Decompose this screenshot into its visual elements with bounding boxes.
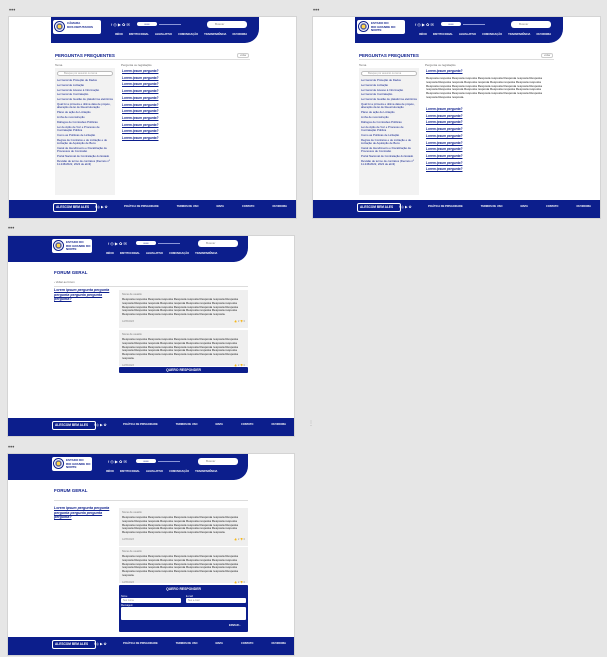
nav-ouvidoria[interactable]: OUVIDORIA — [232, 33, 248, 36]
subject-panel — [359, 68, 419, 195]
subject-item[interactable]: Plano de ação de Licitação — [361, 110, 395, 115]
nav-transparencia[interactable]: TRANSPARÊNCIA — [204, 33, 227, 36]
reply-form — [119, 585, 248, 632]
vote-buttons[interactable]: 👍 2 👎 0 — [234, 580, 245, 584]
question-list — [122, 68, 158, 142]
page-title: FORUM GERAL — [54, 270, 88, 275]
subject-item[interactable]: Qual foi a primeira e última data de projeto, alteração da lei de Reestruturação — [57, 101, 111, 110]
social-icons[interactable]: f ◎ ▶ ✿ ✉ — [415, 22, 434, 27]
main-nav — [419, 33, 557, 36]
footer-link[interactable]: POLÍTICA DE PRIVACIDADE — [123, 642, 158, 645]
subject-item[interactable]: Lei Geral de Contratação — [57, 92, 89, 97]
logo[interactable]: ESTADO DO RIO GRANDE DO NORTE — [52, 457, 92, 471]
nav-inicio[interactable]: INÍCIO — [115, 33, 123, 36]
question-link[interactable]: Lorem ipsum pergunta? — [122, 95, 159, 100]
frame-dots: ••• — [313, 8, 320, 14]
nav-transparencia[interactable]: TRANSPARÊNCIA — [195, 252, 218, 255]
footer-links — [124, 205, 297, 208]
footer-links — [123, 423, 295, 426]
divider — [158, 243, 180, 244]
footer-link[interactable]: POLÍTICA DE PRIVACIDADE — [428, 205, 463, 208]
question-link[interactable]: Lorem ipsum pergunta? — [122, 136, 159, 141]
question-list — [426, 68, 462, 75]
subject-item[interactable]: Como as Políticas de Licitação — [57, 132, 96, 137]
question-link[interactable]: Lorem ipsum pergunta? — [122, 75, 159, 80]
site-footer — [313, 200, 600, 218]
answer-card — [119, 508, 248, 546]
nav-comunicacao[interactable]: COMUNICAÇÃO — [169, 470, 190, 473]
vote-buttons[interactable]: 👍 2 👎 0 — [234, 319, 245, 323]
answer-text: Resposta resposta Resposta resposta Resposta resposta Resposta resposta Resposta resposta Resposta resposta Resposta resposta Resposta resposta Resposta resposta Resposta resposta Resposta resposta Resposta resposta Resposta resposta Resposta resposta Resposta resposta Resposta resposta Resposta resposta Resposta resposta Resposta resposta Resposta resposta Resposta resposta Resposta resposta. — [122, 515, 239, 535]
nav-inicio[interactable]: INÍCIO — [106, 252, 114, 255]
subject-search-input[interactable]: Busque por assunto ou tema — [361, 71, 417, 76]
search-input[interactable]: Buscar — [198, 458, 238, 465]
page-title: PERGUNTAS FREQUENTES — [359, 53, 419, 58]
vote-buttons[interactable]: 👍 2 👎 0 — [234, 363, 245, 367]
answer-date: 12/05/2023 — [122, 319, 134, 323]
forum-thread-board — [7, 235, 295, 437]
subject-item[interactable]: Lei de Ação de Voz e Processo de Contratação Pública — [57, 124, 100, 132]
site-footer — [9, 200, 296, 218]
nav-ouvidoria[interactable]: OUVIDORIA — [536, 33, 552, 36]
footer-brand[interactable]: ALESCOM BEM ALES — [52, 640, 96, 649]
divider — [55, 59, 250, 60]
footer-link[interactable]: OUVIDORIA — [576, 205, 592, 208]
footer-link[interactable]: MAPA — [520, 205, 528, 208]
footer-link[interactable]: OUVIDORIA — [271, 642, 287, 645]
subject-item[interactable]: Portal Nacional de Contratação do Estado — [361, 153, 414, 158]
footer-link[interactable]: MAPA — [215, 423, 223, 426]
answer-author: Nome de usuário — [122, 293, 142, 296]
question-link[interactable]: Lorem ipsum pergunta? — [122, 82, 159, 87]
search-input[interactable]: Buscar — [207, 21, 247, 28]
answer-text: Resposta resposta Resposta resposta Resposta resposta Resposta resposta Resposta resposta Resposta resposta Resposta resposta Resposta resposta Resposta resposta Resposta resposta Resposta resposta Resposta resposta Resposta resposta Resposta resposta Resposta resposta Resposta resposta Resposta resposta Resposta resposta Resposta resposta Resposta resposta Resposta resposta Resposta resposta. — [122, 297, 239, 317]
answer-date: 12/05/2023 — [122, 363, 134, 367]
page-title: PERGUNTAS FREQUENTES — [55, 53, 115, 58]
answer-card — [119, 330, 248, 366]
seal-icon — [53, 458, 64, 469]
accessibility-pill[interactable]: ••••• — [137, 22, 157, 26]
question-link[interactable]: Lorem ipsum pergunta? — [426, 153, 463, 158]
question-list — [426, 106, 462, 173]
site-header — [8, 454, 248, 480]
social-icons[interactable]: f ◎ ▶ ✿ ✉ — [111, 22, 130, 27]
logo[interactable]: CÂMARA DOS DEPUTADOS — [53, 20, 101, 34]
nav-inicio[interactable]: INÍCIO — [106, 470, 114, 473]
nav-legislativo[interactable]: LEGISLATIVO — [145, 252, 164, 255]
questions-header: Pergunta ou legislação — [121, 63, 152, 67]
subject-item[interactable]: Regras de Contratos e de Licitação e de Licitação de Aquisição de Bens — [361, 137, 412, 145]
page-title: FORUM GERAL — [54, 488, 88, 493]
subject-search-input[interactable]: Busque por assunto ou tema — [57, 71, 113, 76]
answer-card — [119, 290, 248, 328]
question-link[interactable]: Lorem ipsum pergunta? — [426, 107, 463, 111]
site-header — [51, 17, 259, 43]
vote-buttons[interactable]: 👍 2 👎 0 — [234, 537, 245, 541]
back-chip[interactable]: voltar — [541, 53, 553, 58]
question-link[interactable]: Lorem ipsum pergunta? — [426, 140, 463, 145]
accessibility-pill[interactable]: ••••• — [136, 459, 156, 463]
questions-header: Pergunta ou legislação — [425, 63, 456, 67]
logo[interactable]: ESTADO DO RIO GRANDE DO NORTE — [52, 239, 92, 253]
thread-question: Lorem ipsum pergunta pergunta pergunta pergunta pergunta pergunta? — [54, 506, 110, 519]
footer-link[interactable]: CONTATO — [241, 205, 255, 208]
subject-item[interactable]: Linha de reconstrução — [361, 114, 389, 119]
accessibility-pill[interactable]: ••••• — [136, 241, 156, 245]
footer-link[interactable]: POLÍTICA DE PRIVACIDADE — [124, 205, 159, 208]
question-link[interactable]: Lorem ipsum pergunta? — [426, 167, 463, 172]
question-link[interactable]: Lorem ipsum pergunta? — [122, 122, 159, 127]
subject-item[interactable]: Lei de Ação de Voz e Processo de Contratação Pública — [361, 124, 404, 132]
main-nav — [106, 252, 223, 255]
thread-question: Lorem ipsum pergunta pergunta pergunta pergunta pergunta pergunta? — [54, 288, 110, 301]
search-input[interactable]: Buscar — [198, 240, 238, 247]
footer-link[interactable]: TERMOS DE USO — [480, 205, 503, 208]
footer-social-icons[interactable]: f ◎ ▶ ✿ — [94, 423, 107, 427]
subject-item[interactable]: Canal de Atendimento e Fiscalização de Processos de Comissão — [361, 145, 411, 154]
footer-link[interactable]: CONTATO — [240, 423, 254, 426]
message-label: Mensagem — [121, 604, 133, 607]
footer-link[interactable]: MAPA — [216, 205, 224, 208]
subject-list — [359, 79, 419, 167]
divider — [159, 24, 181, 25]
footer-link[interactable]: OUVIDORIA — [272, 205, 288, 208]
footer-link[interactable]: OUVIDORIA — [271, 423, 287, 426]
main-nav — [106, 470, 223, 473]
subject-item[interactable]: Lei Geral de Gestão de plataforma eletrônica — [361, 97, 417, 102]
footer-link[interactable]: TERMOS DE USO — [176, 205, 199, 208]
subject-item[interactable]: Diálogos de Comissões Públicas — [57, 119, 98, 124]
seal-icon — [53, 240, 64, 251]
site-footer — [8, 637, 294, 655]
forum-reply-board — [7, 453, 295, 656]
resize-handle[interactable]: ⋮ — [308, 421, 314, 427]
subject-item[interactable]: Lei Geral de Acesso à Informação — [361, 87, 404, 92]
answer-text: Resposta resposta Resposta resposta Resposta resposta Resposta resposta Resposta resposta Resposta resposta Resposta resposta Resposta resposta Resposta resposta Resposta resposta Resposta resposta Resposta resposta Resposta resposta Resposta resposta Resposta resposta Resposta resposta Resposta resposta Resposta resposta Resposta resposta Resposta resposta Resposta resposta Resposta resposta Resposta resposta. — [122, 554, 239, 577]
question-link[interactable]: Lorem ipsum pergunta? — [426, 113, 463, 118]
divider — [359, 59, 554, 60]
footer-brand[interactable]: ALESCOM BEM ALES — [357, 203, 401, 212]
question-link[interactable]: Lorem ipsum pergunta? — [426, 147, 463, 152]
answer-author: Nome de usuário — [122, 511, 142, 514]
social-icons[interactable]: f ◎ ▶ ✿ ✉ — [108, 459, 127, 464]
email-label: E-mail — [186, 595, 193, 598]
subject-item[interactable]: Revisão de termo de contratos (Decreto nº 11.246/2022, 2022 de abril) — [57, 158, 110, 167]
subject-item[interactable]: Lei Geral de Proteção de Dados — [57, 78, 97, 82]
footer-links — [428, 205, 601, 208]
email-field[interactable]: Seu e-mail — [186, 598, 246, 603]
answer-card — [119, 547, 248, 583]
nav-institucional[interactable]: INSTITUCIONAL — [119, 470, 140, 473]
name-field[interactable]: Seu nome — [121, 598, 181, 603]
question-link[interactable]: Lorem ipsum pergunta? — [122, 89, 159, 94]
subject-panel — [55, 68, 115, 195]
send-button[interactable]: ENVIAR › — [229, 624, 241, 627]
question-link[interactable]: Lorem ipsum pergunta? — [426, 120, 463, 125]
nav-inicio[interactable]: INÍCIO — [419, 33, 427, 36]
answer-text: Resposta resposta Resposta resposta Resposta resposta Resposta resposta Resposta resposta Resposta resposta Resposta resposta Resposta resposta Resposta resposta Resposta resposta Resposta resposta Resposta resposta Resposta resposta Resposta resposta Resposta resposta Resposta resposta Resposta resposta Resposta resposta Resposta resposta Resposta resposta Resposta resposta Resposta resposta Resposta resposta. — [122, 337, 239, 360]
footer-social-icons[interactable]: f ◎ ▶ ✿ — [94, 642, 107, 646]
site-header — [8, 236, 248, 262]
subject-header: Tema — [55, 63, 63, 67]
footer-links — [123, 642, 295, 645]
social-icons[interactable]: f ◎ ▶ ✿ ✉ — [108, 241, 127, 246]
footer-link[interactable]: TERMOS DE USO — [175, 642, 198, 645]
nav-institucional[interactable]: INSTITUCIONAL — [119, 252, 140, 255]
footer-social-icons[interactable]: f ◎ ▶ ✿ — [399, 205, 412, 209]
main-nav — [115, 33, 253, 36]
search-input[interactable]: Buscar — [511, 21, 551, 28]
subject-item[interactable]: Diálogos de Comissões Públicas — [361, 119, 402, 124]
nav-legislativo[interactable]: LEGISLATIVO — [154, 33, 173, 36]
faq-open-board — [312, 16, 601, 219]
question-link[interactable]: Lorem ipsum pergunta? — [122, 129, 159, 134]
footer-link[interactable]: POLÍTICA DE PRIVACIDADE — [123, 423, 158, 426]
subject-item[interactable]: Como as Políticas de Licitação — [361, 132, 400, 137]
nav-legislativo[interactable]: LEGISLATIVO — [145, 470, 164, 473]
subject-header: Tema — [359, 63, 367, 67]
back-link[interactable]: ‹ Voltar ao fórum — [54, 280, 75, 284]
footer-link[interactable]: TERMOS DE USO — [175, 423, 198, 426]
subject-list — [55, 79, 115, 167]
footer-brand[interactable]: ALESCOM BEM ALES — [52, 421, 96, 430]
divider — [54, 286, 248, 287]
message-textarea[interactable] — [121, 607, 246, 620]
nav-transparencia[interactable]: TRANSPARÊNCIA — [508, 33, 531, 36]
logo[interactable]: ESTADO DO RIO GRANDE DO NORTE — [357, 20, 405, 34]
reply-form-title: QUERO RESPONDER — [166, 587, 201, 591]
open-answer: Resposta resposta Resposta resposta Resposta resposta Resposta resposta Resposta resposta Resposta resposta Resposta resposta Resposta resposta Resposta resposta Resposta resposta Resposta resposta Resposta resposta Resposta resposta Resposta resposta Resposta resposta Resposta resposta Resposta resposta Resposta resposta Resposta resposta Resposta resposta Resposta resposta Resposta resposta Resposta resposta Resposta resposta. — [426, 76, 543, 99]
subject-item[interactable]: Lei Geral de Licitação — [361, 82, 389, 87]
question-link[interactable]: Lorem ipsum pergunta? — [122, 69, 159, 73]
answer-date: 12/05/2023 — [122, 537, 134, 541]
seal-icon — [54, 21, 65, 32]
subject-item[interactable]: Lei Geral de Gestão de plataforma eletrônica — [57, 97, 113, 102]
footer-link[interactable]: CONTATO — [545, 205, 559, 208]
footer-link[interactable]: MAPA — [215, 642, 223, 645]
back-chip[interactable]: voltar — [237, 53, 249, 58]
site-header — [355, 17, 563, 43]
subject-item[interactable]: Lei Geral de Acesso à Informação — [57, 87, 100, 92]
footer-link[interactable]: CONTATO — [240, 642, 254, 645]
frame-dots: ••• — [8, 226, 15, 232]
nav-legislativo[interactable]: LEGISLATIVO — [458, 33, 477, 36]
reply-button[interactable]: QUERO RESPONDER — [119, 367, 248, 373]
nav-transparencia[interactable]: TRANSPARÊNCIA — [195, 470, 218, 473]
seal-icon — [358, 21, 369, 32]
answer-author: Nome de usuário — [122, 333, 142, 336]
divider — [158, 461, 180, 462]
nav-institucional[interactable]: INSTITUCIONAL — [128, 33, 149, 36]
subject-item[interactable]: Lei Geral de Contratação — [361, 92, 393, 97]
answer-author: Nome de usuário — [122, 550, 142, 553]
footer-social-icons[interactable]: f ◎ ▶ ✿ — [95, 205, 108, 209]
subject-item[interactable]: Linha de reconstrução — [57, 114, 85, 119]
question-link-open[interactable]: Lorem ipsum pergunta? — [426, 69, 463, 73]
question-link[interactable]: Lorem ipsum pergunta? — [426, 160, 463, 165]
nav-institucional[interactable]: INSTITUCIONAL — [432, 33, 453, 36]
site-footer — [8, 418, 294, 436]
faq-list-board — [8, 16, 297, 219]
divider — [463, 24, 485, 25]
question-link[interactable]: Lorem ipsum pergunta? — [426, 133, 463, 138]
nav-comunicacao[interactable]: COMUNICAÇÃO — [482, 33, 503, 36]
question-link[interactable]: Lorem ipsum pergunta? — [122, 102, 159, 107]
subject-item[interactable]: Portal Nacional de Contratação do Estado — [57, 153, 110, 158]
nav-comunicacao[interactable]: COMUNICAÇÃO — [178, 33, 199, 36]
answer-date: 12/05/2023 — [122, 580, 134, 584]
frame-dots: ••• — [8, 445, 15, 451]
subject-item[interactable]: Regras de Contratos e de Licitação e de Licitação de Aquisição de Bens — [57, 137, 108, 145]
question-link[interactable]: Lorem ipsum pergunta? — [122, 109, 159, 114]
subject-item[interactable]: Lei Geral de Licitação — [57, 82, 85, 87]
question-link[interactable]: Lorem ipsum pergunta? — [426, 127, 463, 132]
subject-item[interactable]: Revisão de termo de contratos (Decreto nº 11.246/2022, 2022 de abril) — [361, 158, 414, 167]
name-label: Nome — [121, 595, 128, 598]
divider — [54, 500, 248, 501]
nav-comunicacao[interactable]: COMUNICAÇÃO — [169, 252, 190, 255]
accessibility-pill[interactable]: ••••• — [441, 22, 461, 26]
frame-dots: ••• — [9, 8, 16, 14]
subject-item[interactable]: Qual foi a primeira e última data de projeto, alteração da lei de Reestruturação — [361, 101, 415, 110]
question-link[interactable]: Lorem ipsum pergunta? — [122, 115, 159, 120]
subject-item[interactable]: Canal de Atendimento e Fiscalização de Processos de Comissão — [57, 145, 107, 154]
subject-item[interactable]: Plano de ação de Licitação — [57, 110, 91, 115]
subject-item[interactable]: Lei Geral de Proteção de Dados — [361, 78, 401, 82]
footer-brand[interactable]: ALESCOM BEM ALES — [53, 203, 97, 212]
